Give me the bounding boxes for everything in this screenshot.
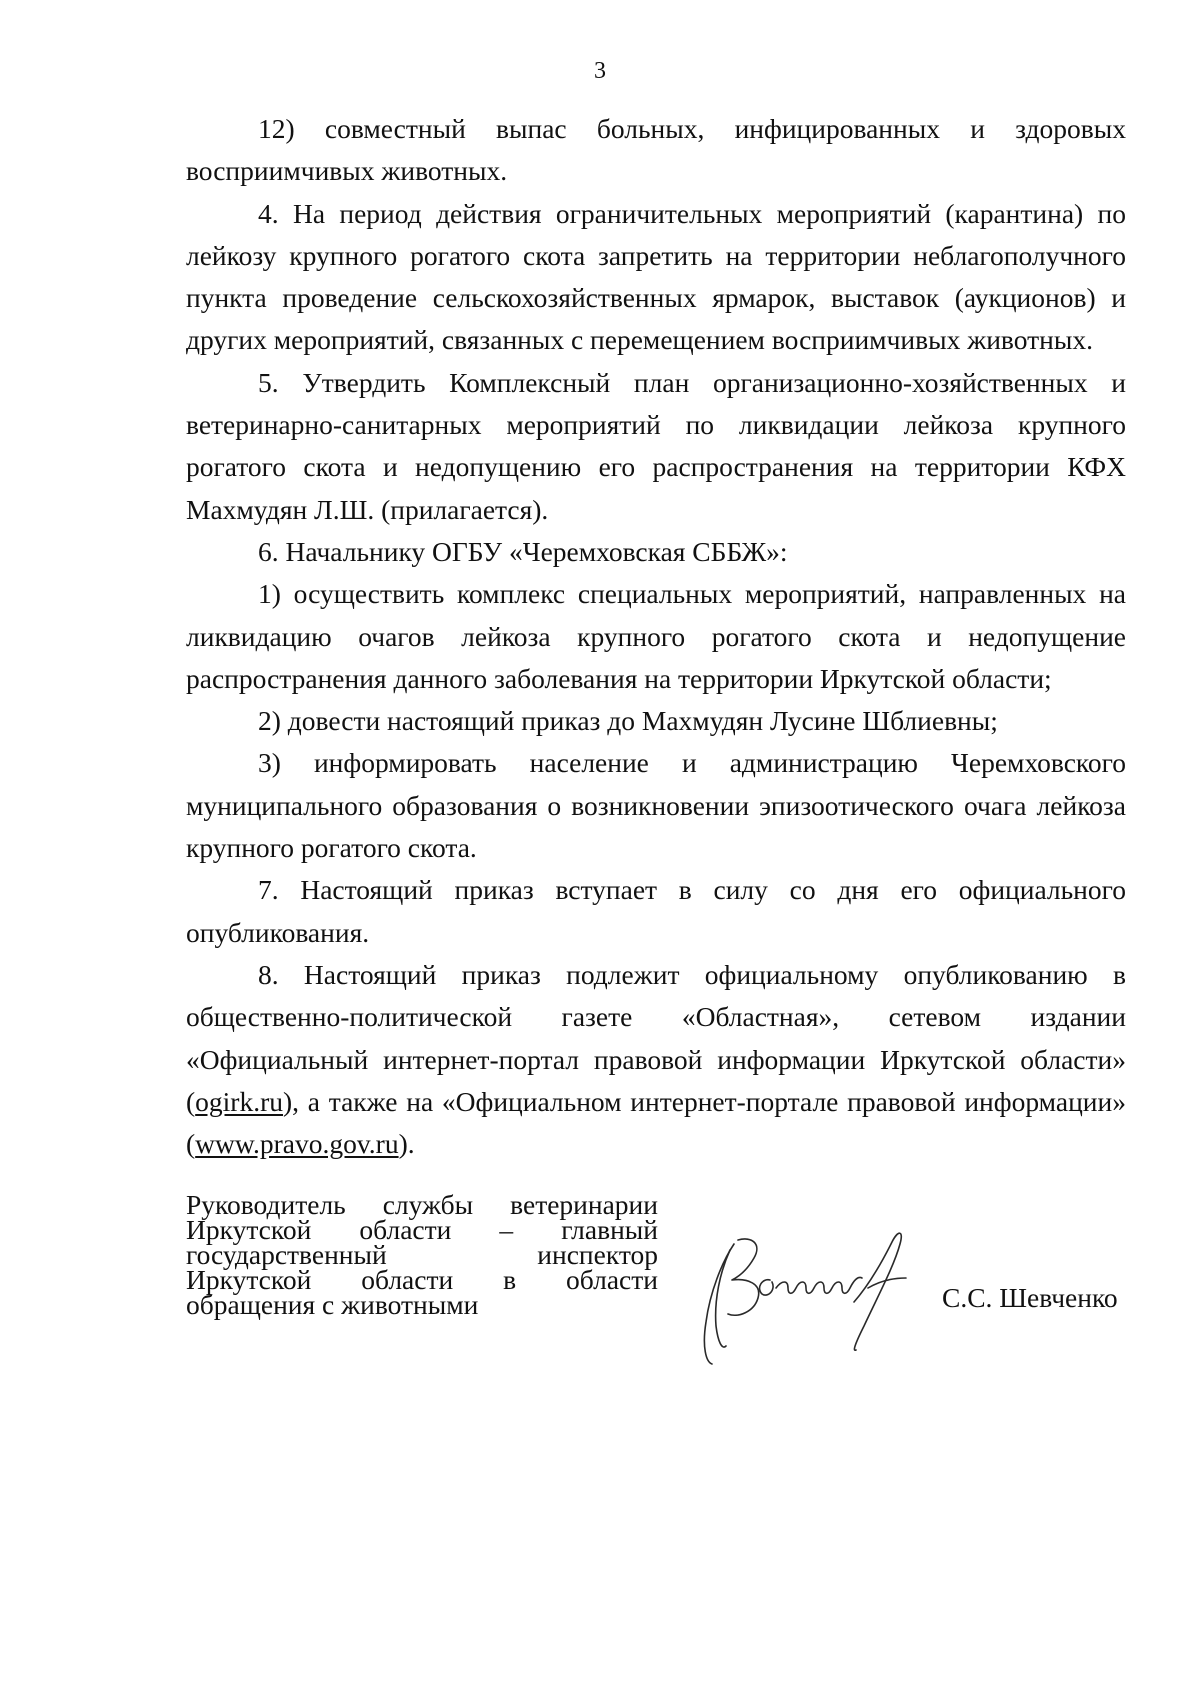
signatory-name: С.С. Шевченко [942,1282,1118,1313]
paragraph-clause-5: 5. Утвердить Комплексный план организационно-хозяйственных и ветеринарно-санитарных мероприятий по ликвидации лейкоза крупного рогатого скота и недопущению его распространения на территории КФХ Махмудян Л.Ш. (прилагается). [186,366,1126,525]
position-line: обращения с животными [186,1289,479,1320]
position-line: Иркутской области в области [186,1264,658,1295]
paragraph-clause-4: 4. На период действия ограничительных мероприятий (карантина) по лейкозу крупного рогатого скота запретить на территории неблагополучного пункта проведение сельскохозяйственных ярмарок, выставок (аукционов) и других мероприятий, связанных с перемещением восприимчивых животных. [186,197,1126,356]
paragraph-clause-8 [186,954,1126,1165]
paragraph-clause-6-item-2: 2) довести настоящий приказ до Махмудян Лусине Шблиевны; [258,705,998,737]
page-number: 3 [594,58,606,84]
paragraph-item-12: 12) совместный выпас больных, инфицированных и здоровых восприимчивых животных. [186,113,1126,187]
document-body [186,108,1126,1165]
position-line: Иркутской области – главный [186,1214,658,1245]
clause-8-text-part2: ), а также на «Официальном интернет-портале правовой информации» ( [186,1085,1126,1160]
clause-8-text-part1: 8. Настоящий приказ подлежит официальному опубликованию в общественно-политической газете «Областная», сетевом издании «Официальный интернет-портал правовой информации Иркутской области» ( [186,958,1126,1117]
position-line: государственный инспектор [186,1239,658,1270]
signatory-position [186,1189,658,1320]
pravo-link[interactable]: www.pravo.gov.ru [195,1128,399,1160]
paragraph-clause-6: 6. Начальнику ОГБУ «Черемховская СББЖ»: [258,535,788,567]
ogirk-link[interactable]: ogirk.ru [195,1085,284,1117]
clause-8-text-part3: ). [398,1128,415,1160]
paragraph-clause-7: 7. Настоящий приказ вступает в силу со дня его официального опубликования. [186,874,1126,948]
position-line: Руководитель службы ветеринарии [186,1189,658,1220]
paragraph-clause-6-item-3: 3) информировать население и администрацию Черемховского муниципального образования о возникновении эпизоотического очага лейкоза крупного рогатого скота. [186,747,1126,864]
paragraph-clause-6-item-1: 1) осуществить комплекс специальных мероприятий, направленных на ликвидацию очагов лейкоза крупного рогатого скота и недопущение распространения данного заболевания на территории Иркутской области; [186,578,1126,694]
handwritten-signature [692,1222,952,1372]
